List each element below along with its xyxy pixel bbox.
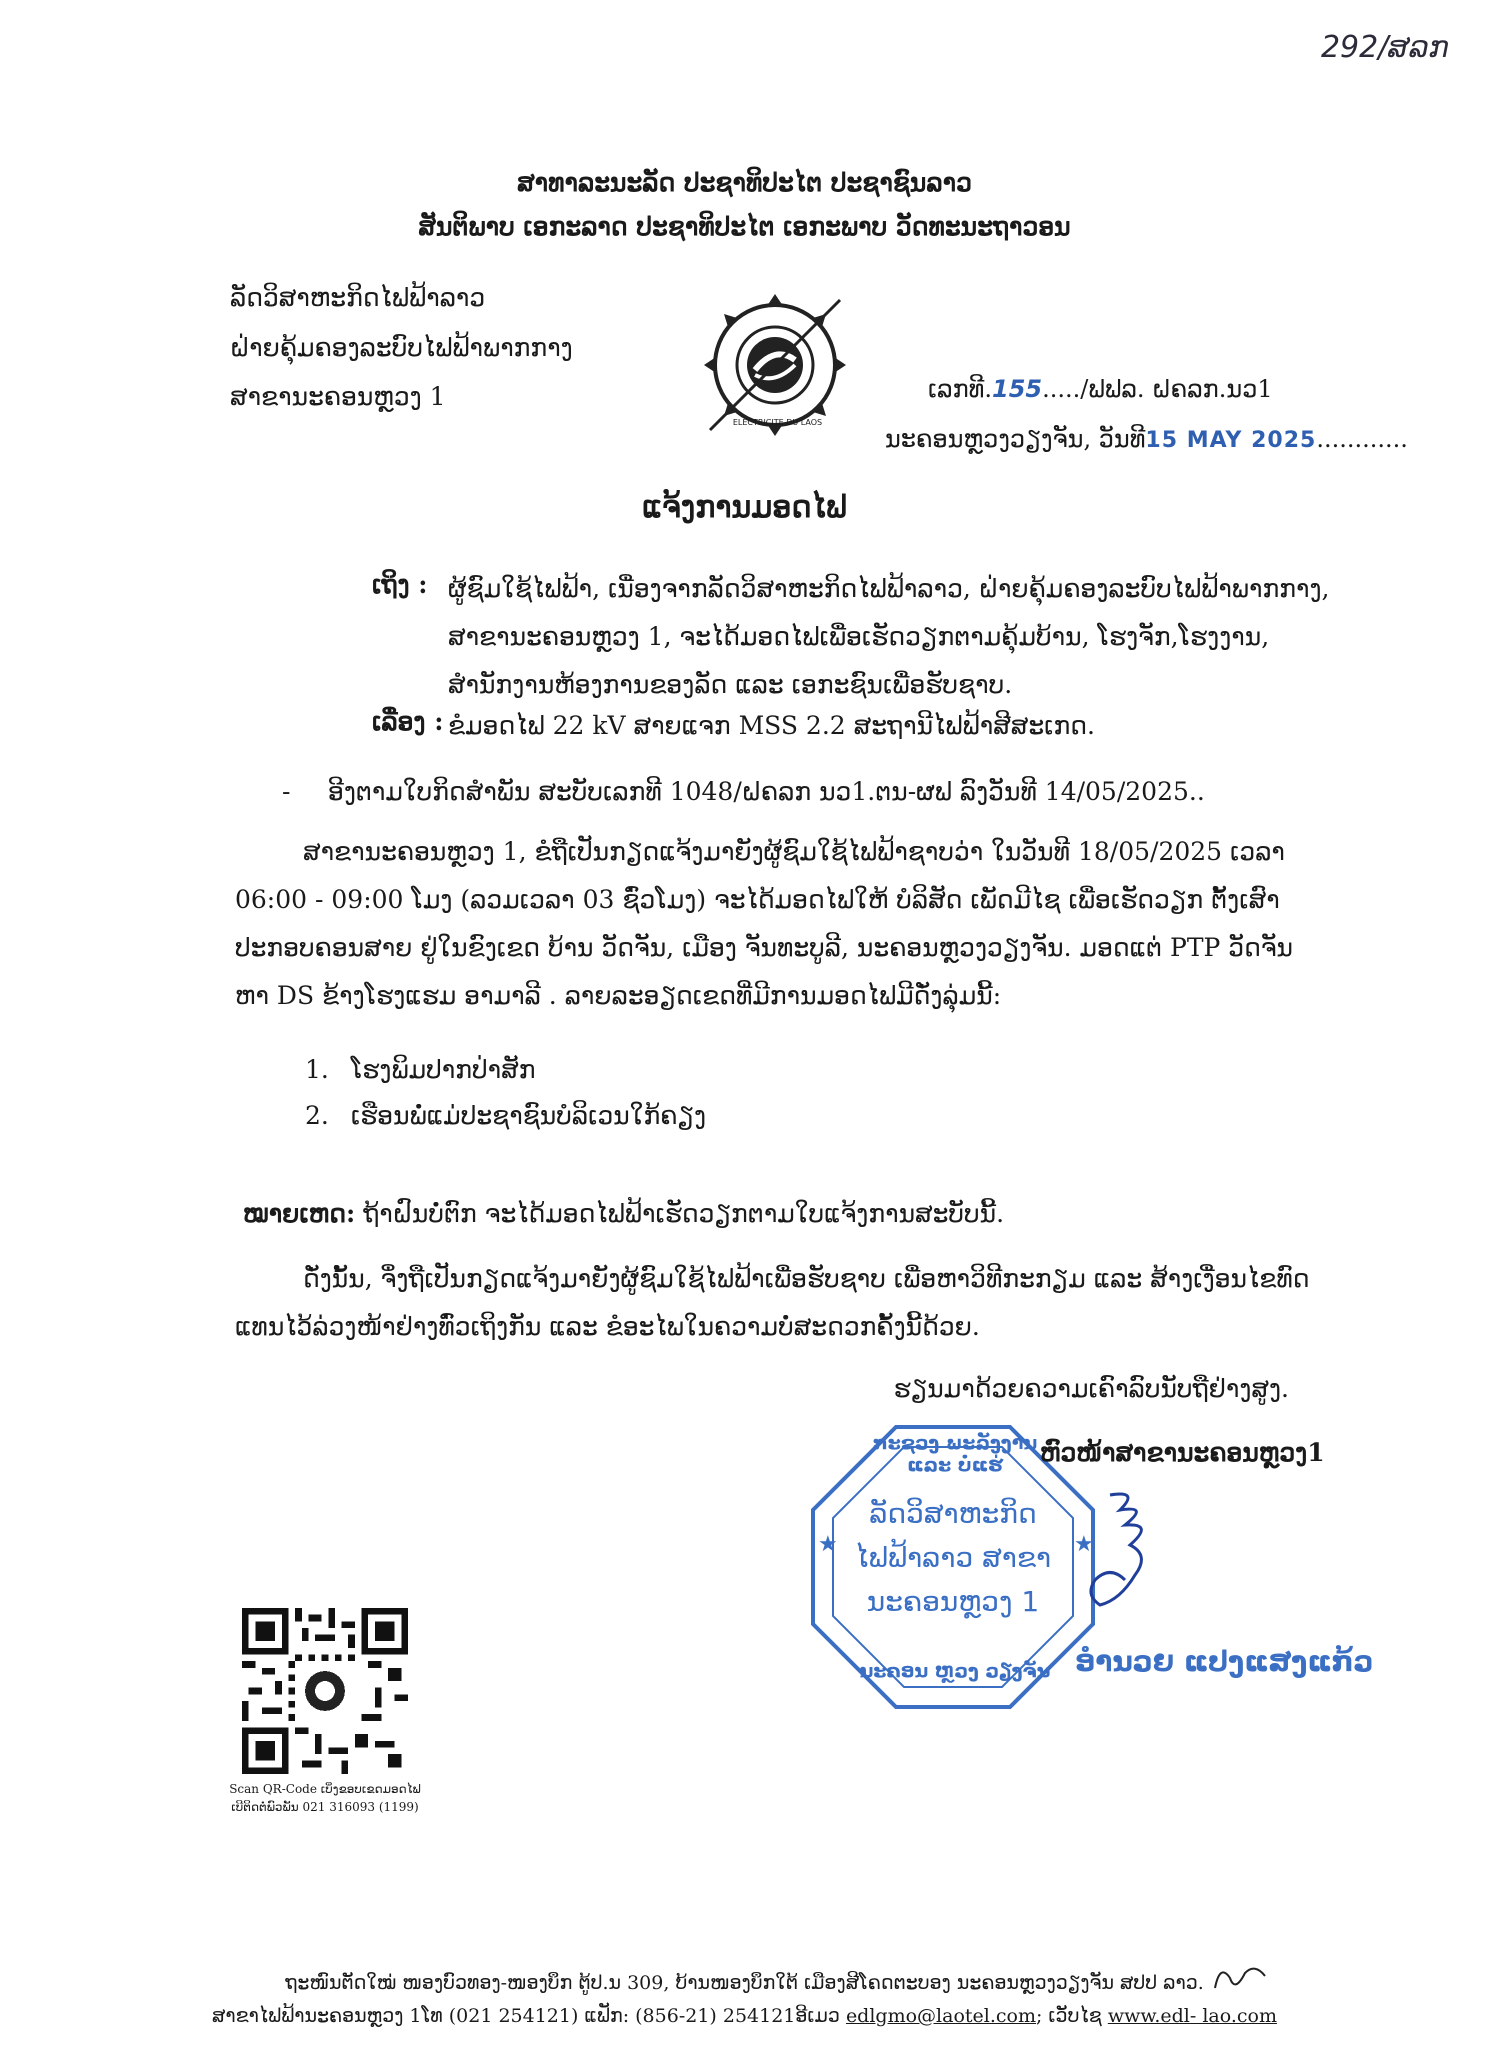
email-link[interactable]: edlgmo@laotel.com — [845, 2005, 1036, 2027]
paragraph-line: 06:00 - 09:00 ໂມງ (ລວມເວລາ 03 ຊົ່ວໂມງ) ຈະໄດ້ມອດໄຟໃຫ້ ບໍລິສັດ ເພັດມີໄຊ ເພື່ອເຮັດວຽກ ຕັ້ງເສົາ — [235, 885, 1280, 914]
paragraph-line: ສາຂານະຄອນຫຼວງ 1, ຂໍຖືເປັນກຽດແຈ້ງມາຍັງຜູ້ຊົມໃຊ້ໄຟຟ້າຊາບວ່າ ໃນວັນທີ 18/05/2025 ເວລາ — [303, 837, 1285, 866]
to-text-line: ສາຂານະຄອນຫຼວງ 1, ຈະໄດ້ມອດໄຟເພື່ອເຮັດວຽກຕາມຄຸ້ມບ້ານ, ໂຮງຈັກ,ໂຮງງານ, — [448, 622, 1270, 651]
paragraph-line: ຫາ DS ຂ້າງໂຮງແຮມ ອາມາລີ . ລາຍລະອຽດເຂດທີ່ມີການມອດໄຟມີດັ່ງລຸ່ມນີ້: — [235, 981, 1002, 1010]
subject-text: ຂໍມອດໄຟ 22 kV ສາຍແຈກ MSS 2.2 ສະຖານີໄຟຟ້າສີສະເກດ. — [448, 711, 1095, 740]
logo-text: ELECTRICITE DU LAOS — [732, 418, 823, 427]
reference-number-suffix: ...../ຟຟລ. ຝຄລກ.ນວ1 — [1042, 375, 1273, 403]
list-item-text: ໂຮງພິມປາກປ່າສັກ — [350, 1055, 536, 1084]
handwritten-signature — [1080, 1485, 1200, 1615]
to-text-line: ສຳນັກງານຫ້ອງການຂອງລັດ ແລະ ເອກະຊົນເພື່ອຮັບຊາບ. — [448, 670, 1013, 699]
reference-bullet: ອີງຕາມໃບກິດສຳພັນ ສະບັບເລກທີ 1048/ຝຄລກ ນວ1.ຕນ-ຜຟ ລົງວັນທີ 14/05/2025.. — [328, 777, 1205, 806]
document-title: ແຈ້ງການມອດໄຟ — [642, 490, 847, 525]
note — [243, 1190, 1343, 1238]
to-block — [448, 565, 1348, 709]
stamp-star-right: ★ — [1074, 1532, 1094, 1557]
subject-label: ເລື່ອງ : — [372, 707, 444, 736]
reference-bullet-dash: - — [282, 777, 291, 806]
stamp-bottom-text: ນະຄອນ ຫຼວງ ວຽງຈັນ — [859, 1660, 1051, 1682]
paragraph-line: ປະກອບຄອນສາຍ ຢູ່ໃນຂົງເຂດ ບ້ານ ວັດຈັນ, ເມືອງ ຈັນທະບູລີ, ນະຄອນຫຼວງວຽງຈັນ. ມອດແຕ່ PTP ວັດຈັນ — [235, 933, 1294, 962]
paragraph-line: ແທນໄວ້ລ່ວງໜ້າຢ່າງທົ່ວເຖິງກັນ ແລະ ຂໍອະໄພໃນຄວາມບໍ່ສະດວກຄັ້ງນີ້ດ້ວຍ. — [235, 1312, 980, 1341]
reference-number-prefix: ເລກທີ. — [928, 375, 993, 403]
closing-paragraph — [235, 1255, 1315, 1351]
reference-date-stamp: 15 MAY 2025 — [1145, 428, 1317, 453]
closing-salutation: ຮຽນມາດ້ວຍຄວາມເຄົາລົບນັບຖືຢ່າງສູງ. — [893, 1374, 1289, 1403]
stamp-line: ນະຄອນຫຼວງ 1 — [866, 1585, 1040, 1618]
paragraph-line: ດັ່ງນັ້ນ, ຈຶ່ງຖືເປັນກຽດແຈ້ງມາຍັງຜູ້ຊົມໃຊ້ໄຟຟ້າເພື່ອຮັບຊາບ ເພື່ອຫາວິທີກະກຽມ ແລະ ສ້າງເງື່ອນໄຂທົດ — [303, 1264, 1310, 1293]
note-text: ຖ້າຝົນບໍ່ຕົກ ຈະໄດ້ມອດໄຟຟ້າເຮັດວຽກຕາມໃບແຈ້ງການສະບັບນີ້. — [355, 1199, 1005, 1228]
stamp-top-text: ກະຊວງ ພະລັງງານ ແລະ ບໍ່ແຮ່ — [872, 1432, 1038, 1476]
footer-contact-sep: ; ເວັບໄຊ — [1035, 2005, 1108, 2027]
stamp-line: ລັດວິສາຫະກິດ — [869, 1497, 1037, 1530]
stamp-star-left: ★ — [818, 1532, 838, 1557]
reference-date-dots: ............ — [1316, 425, 1408, 453]
stamp-center-text — [838, 1492, 1068, 1624]
national-header-line2: ສັນຕິພາບ ເອກະລາດ ປະຊາທິປະໄຕ ເອກະພາບ ວັດທະນະຖາວອນ — [418, 212, 1071, 241]
reference-date-line — [885, 425, 1408, 453]
list-item-text: ເຮືອນພໍ່ແມ່ປະຊາຊົນບໍລິເວນໃກ້ຄຽງ — [350, 1101, 707, 1130]
qr-code[interactable] — [242, 1608, 408, 1774]
to-label: ເຖິງ : — [372, 570, 428, 599]
footer-address: ຖະໜົນຕັດໃໝ່ ໜອງບົວທອງ-ໜອງບຶກ ຕູ້ປ.ນ 309, ບ້ານໜອງບຶກໃຕ້ ເມືອງສີໂຄດຕະບອງ ນະຄອນຫຼວງວຽງຈັນ ສປປ ລາວ. — [285, 1972, 1204, 1994]
signature-title: ຫົວໜ້າສາຂານະຄອນຫຼວງ1 — [1040, 1438, 1325, 1467]
reference-number-value: 155 — [992, 375, 1043, 403]
org-name-line1: ລັດວິສາຫະກິດໄຟຟ້າລາວ — [230, 283, 486, 312]
list-item-number: 1. — [305, 1055, 329, 1084]
qr-caption-line2: ເບີຕິດຕໍ່ພົວພັນ 021 316093 (1199) — [231, 1800, 419, 1814]
footer-contact-text: ສາຂາໄຟຟ້ານະຄອນຫຼວງ 1ໂທ (021 254121) ແຟັກ: (856-21) 254121ອີເມວ — [212, 2005, 846, 2027]
list-item-number: 2. — [305, 1101, 329, 1130]
reference-number-line — [928, 375, 1273, 403]
list-item — [305, 1046, 535, 1094]
website-link[interactable]: www.edl- lao.com — [1107, 2005, 1277, 2027]
list-item — [305, 1092, 706, 1140]
national-header-line1: ສາທາລະນະລັດ ປະຊາທິປະໄຕ ປະຊາຊົນລາວ — [517, 168, 972, 197]
to-text-line: ຜູ້ຊົມໃຊ້ໄຟຟ້າ, ເນື່ອງຈາກລັດວິສາຫະກິດໄຟຟ້າລາວ, ຝ່າຍຄຸ້ມຄອງລະບົບໄຟຟ້າພາກກາງ, — [448, 574, 1330, 603]
footer-initial-signature — [1205, 1958, 1275, 1998]
org-name-line3: ສາຂານະຄອນຫຼວງ 1 — [230, 382, 446, 411]
stamp-line: ໄຟຟ້າລາວ ສາຂາ — [854, 1541, 1052, 1574]
qr-caption — [205, 1780, 445, 1816]
signer-name: ອຳນວຍ ແປງແສງແກ້ວ — [1075, 1645, 1374, 1678]
reference-date-prefix: ນະຄອນຫຼວງວຽງຈັນ, ວັນທີ — [885, 425, 1146, 453]
corner-handwritten-note: 292/ສລກ — [1320, 30, 1449, 65]
note-label: ໝາຍເຫດ: — [243, 1199, 356, 1228]
footer-contact — [0, 2005, 1489, 2027]
main-paragraph — [235, 828, 1315, 1020]
org-name-line2: ຝ່າຍຄຸ້ມຄອງລະບົບໄຟຟ້າພາກກາງ — [230, 333, 573, 362]
qr-caption-line1: Scan QR-Code ເບິ່ງຂອບເຂດມອດໄຟ — [229, 1782, 421, 1796]
